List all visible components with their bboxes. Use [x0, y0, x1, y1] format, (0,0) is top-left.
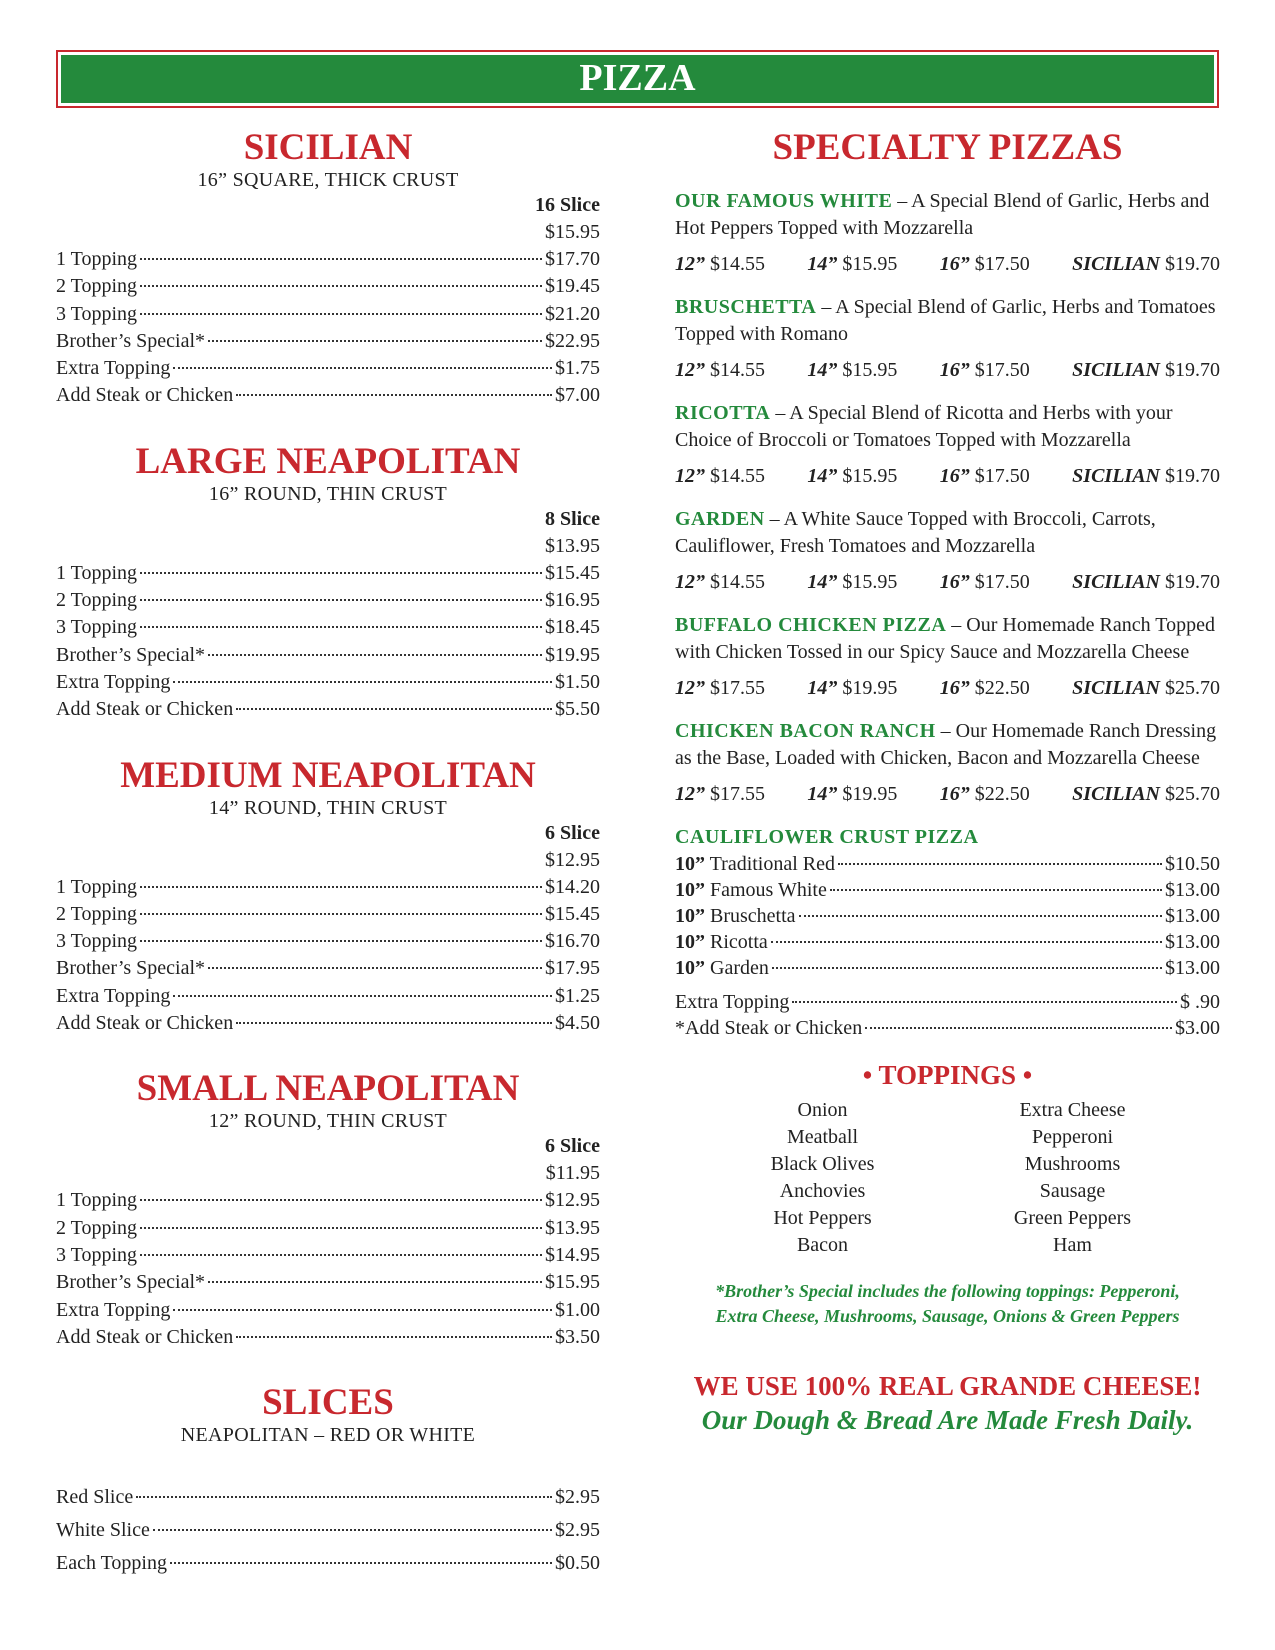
brothers-special-note — [675, 1279, 1220, 1329]
row-label: White Slice — [56, 1519, 150, 1542]
row-label: *Add Steak or Chicken — [675, 1017, 863, 1039]
row-label — [675, 851, 835, 877]
pizza-banner — [56, 50, 1219, 108]
row-label: Red Slice — [56, 1486, 134, 1509]
specialty-title: SPECIALTY PIZZAS — [772, 127, 1123, 168]
right-column — [675, 128, 1220, 1437]
small-neapolitan-section — [56, 1069, 600, 1351]
price: $19.95 — [842, 783, 898, 805]
size-price — [675, 569, 765, 595]
price: $15.95 — [842, 253, 898, 275]
row-label: Brother’s Special* — [56, 957, 206, 980]
base-price: $11.95 — [545, 1162, 600, 1185]
specialty-description — [675, 188, 1220, 242]
section-subtitle: NEAPOLITAN – RED OR WHITE — [180, 1424, 476, 1447]
specialty-name: OUR FAMOUS WHITE — [675, 190, 893, 212]
base-price: $13.95 — [545, 534, 600, 557]
price-row — [56, 614, 600, 641]
row-label: 3 Topping — [56, 1243, 138, 1266]
price-row — [56, 928, 600, 955]
section-subtitle: 12” ROUND, THIN CRUST — [208, 1110, 448, 1133]
topping-item: Black Olives — [770, 1153, 875, 1175]
price-row — [56, 301, 600, 328]
toppings-title: • TOPPINGS • — [862, 1060, 1033, 1090]
price: $22.50 — [974, 783, 1030, 805]
section-title: MEDIUM NEAPOLITAN — [120, 754, 536, 796]
topping-item: Green Peppers — [1013, 1207, 1132, 1229]
row-label: Add Steak or Chicken — [56, 1012, 234, 1035]
row-price: $14.95 — [545, 1243, 600, 1266]
size-price — [675, 357, 765, 383]
size-label: 16” — [939, 253, 970, 275]
size-label: 14” — [807, 359, 838, 381]
section-subtitle: 14” ROUND, THIN CRUST — [208, 796, 448, 819]
topping-item: Bacon — [796, 1234, 849, 1256]
row-price: $7.00 — [555, 384, 600, 407]
row-price: $22.95 — [545, 329, 600, 352]
item-name: Traditional Red — [705, 853, 836, 875]
row-price: $18.45 — [545, 616, 600, 639]
row-price: $13.00 — [1165, 931, 1220, 953]
price-row — [56, 1297, 600, 1324]
specialty-list — [675, 188, 1220, 807]
specialty-text: – A Special Blend of Garlic, Herbs and Tomatoes Topped with Romano — [675, 296, 1216, 345]
row-label: Extra Topping — [56, 984, 171, 1007]
section-subtitle: 16” ROUND, THIN CRUST — [208, 482, 448, 505]
price-row — [56, 1010, 600, 1037]
section-subtitle: 16” SQUARE, THICK CRUST — [197, 169, 459, 191]
price: $25.70 — [1164, 677, 1220, 699]
specialty-prices — [675, 463, 1220, 489]
section-title: SLICES — [262, 1382, 394, 1424]
row-price: $12.95 — [545, 1189, 600, 1212]
row-label: Extra Topping — [56, 357, 171, 380]
cauliflower-section — [675, 824, 1220, 1041]
size-price — [675, 251, 765, 277]
size-price — [1072, 569, 1220, 595]
section-title: SICILIAN — [243, 127, 413, 168]
row-label — [675, 955, 769, 981]
price-row — [56, 355, 600, 382]
price: $17.50 — [974, 359, 1030, 381]
row-price: $13.95 — [545, 1216, 600, 1239]
slice-count: 6 Slice — [545, 821, 600, 844]
price-row — [56, 1187, 600, 1214]
sicilian-section — [56, 128, 600, 410]
row-price: $3.00 — [1175, 1017, 1220, 1039]
specialty-description — [675, 400, 1220, 454]
base-price: $12.95 — [545, 848, 600, 871]
row-price: $ .90 — [1180, 991, 1220, 1013]
size-label: SICILIAN — [1072, 465, 1160, 487]
row-price: $17.95 — [545, 957, 600, 980]
topping-item: Onion — [797, 1099, 848, 1121]
specialty-name: BUFFALO CHICKEN PIZZA — [675, 614, 947, 636]
topping-item: Hot Peppers — [773, 1207, 872, 1229]
row-price: $1.00 — [555, 1298, 600, 1321]
row-price: $1.75 — [555, 357, 600, 380]
size-label: 12” — [675, 677, 705, 699]
specialty-prices — [675, 675, 1220, 701]
price-row — [675, 877, 1220, 903]
price-row — [56, 642, 600, 669]
specialty-item — [675, 718, 1220, 807]
row-label: 1 Topping — [56, 561, 138, 584]
price: $15.95 — [842, 359, 898, 381]
price: $17.50 — [974, 253, 1030, 275]
size-label: SICILIAN — [1072, 359, 1160, 381]
size-label: 10” — [675, 931, 705, 953]
topping-item: Anchovies — [779, 1180, 866, 1202]
size-price — [940, 675, 1030, 701]
price: $15.95 — [842, 571, 898, 593]
row-label: Add Steak or Chicken — [56, 1325, 234, 1348]
specialty-name: BRUSCHETTA — [675, 296, 817, 318]
price-row — [675, 903, 1220, 929]
topping-item: Mushrooms — [1024, 1153, 1121, 1175]
row-label: 1 Topping — [56, 875, 138, 898]
row-label: 2 Topping — [56, 589, 138, 612]
price-row — [56, 1324, 600, 1351]
price: $22.50 — [974, 677, 1030, 699]
specialty-text: – Our Homemade Ranch Topped with Chicken Tossed in our Spicy Sauce and Mozzarella Cheese — [675, 614, 1215, 663]
price: $17.55 — [710, 677, 765, 699]
size-price — [940, 463, 1030, 489]
item-name: Ricotta — [705, 931, 768, 953]
size-label: SICILIAN — [1072, 571, 1160, 593]
row-price: $17.70 — [545, 248, 600, 270]
size-price — [807, 251, 897, 277]
price: $19.70 — [1164, 253, 1220, 275]
row-price: $21.20 — [545, 302, 600, 325]
slice-count: 6 Slice — [545, 1135, 600, 1158]
price: $19.70 — [1164, 465, 1220, 487]
size-price — [675, 781, 765, 807]
row-price: $2.95 — [555, 1486, 600, 1509]
row-price: $1.25 — [555, 984, 600, 1007]
size-label: 16” — [939, 359, 970, 381]
price: $19.95 — [842, 677, 898, 699]
topping-item: Extra Cheese — [1019, 1099, 1126, 1121]
price-row — [56, 696, 600, 723]
size-label: 12” — [675, 253, 705, 275]
price-row — [56, 1269, 600, 1296]
size-label: 10” — [675, 853, 705, 875]
price: $17.55 — [710, 783, 765, 805]
row-label: 1 Topping — [56, 248, 138, 270]
size-price — [1072, 463, 1220, 489]
size-price — [807, 781, 897, 807]
size-price — [1072, 675, 1220, 701]
size-label: 12” — [675, 783, 705, 805]
size-label: SICILIAN — [1072, 253, 1160, 275]
size-price — [940, 357, 1030, 383]
size-price — [807, 463, 897, 489]
row-label — [675, 903, 796, 929]
topping-item: Ham — [1053, 1234, 1092, 1256]
price: $17.50 — [974, 571, 1030, 593]
size-price — [940, 251, 1030, 277]
specialty-item — [675, 506, 1220, 595]
size-label: 12” — [675, 465, 705, 487]
row-label: 2 Topping — [56, 275, 138, 298]
specialty-item — [675, 400, 1220, 489]
price: $15.95 — [842, 465, 898, 487]
size-label: 16” — [939, 465, 970, 487]
item-name: Garden — [705, 957, 769, 979]
size-label: 10” — [675, 957, 705, 979]
cauliflower-title: CAULIFLOWER CRUST PIZZA — [675, 826, 979, 848]
price: $17.50 — [974, 465, 1030, 487]
specialty-item — [675, 612, 1220, 701]
row-price: $2.95 — [555, 1519, 600, 1542]
size-price — [940, 569, 1030, 595]
specialty-text: – A White Sauce Topped with Broccoli, Carrots, Cauliflower, Fresh Tomatoes and Mozzarella — [675, 508, 1156, 557]
price-row — [56, 1481, 600, 1514]
size-label: 14” — [807, 571, 838, 593]
price-row — [56, 901, 600, 928]
row-price: $16.70 — [545, 930, 600, 953]
size-price — [1072, 251, 1220, 277]
specialty-name: RICOTTA — [675, 402, 771, 424]
specialty-description — [675, 294, 1220, 348]
row-label: 3 Topping — [56, 930, 138, 953]
specialty-item — [675, 294, 1220, 383]
price-row — [56, 1215, 600, 1242]
price-row — [675, 989, 1220, 1015]
topping-item: Pepperoni — [1031, 1126, 1114, 1148]
specialty-text: – A Special Blend of Garlic, Herbs and Hot Peppers Topped with Mozzarella — [675, 190, 1210, 239]
size-price — [807, 357, 897, 383]
price: $14.55 — [710, 253, 765, 275]
row-price: $14.20 — [545, 875, 600, 898]
row-price: $0.50 — [555, 1552, 600, 1575]
size-price — [675, 463, 765, 489]
row-label — [675, 877, 827, 903]
slices-section — [56, 1383, 600, 1580]
row-label: 1 Topping — [56, 1189, 138, 1212]
row-price: $15.45 — [545, 902, 600, 925]
size-label: 16” — [939, 677, 970, 699]
row-price: $10.50 — [1165, 853, 1220, 875]
price: $19.70 — [1164, 359, 1220, 381]
specialty-name: GARDEN — [675, 508, 765, 530]
row-price: $4.50 — [555, 1012, 600, 1035]
note-line: Extra Cheese, Mushrooms, Sausage, Onions & Green Peppers — [715, 1306, 1180, 1326]
size-price — [807, 569, 897, 595]
size-label: 14” — [807, 677, 838, 699]
row-label: 2 Topping — [56, 1216, 138, 1239]
size-label: 12” — [675, 359, 705, 381]
price-row — [56, 246, 600, 273]
size-price — [675, 675, 765, 701]
price-row — [675, 1015, 1220, 1041]
toppings-right-column — [983, 1097, 1163, 1259]
price-row — [56, 273, 600, 300]
left-column — [56, 128, 600, 1580]
size-label: 16” — [939, 783, 970, 805]
price: $14.55 — [710, 465, 765, 487]
row-price: $15.95 — [545, 1271, 600, 1294]
size-label: 14” — [807, 783, 838, 805]
price: $14.55 — [710, 359, 765, 381]
row-label: Extra Topping — [56, 1298, 171, 1321]
row-price: $3.50 — [555, 1325, 600, 1348]
price-row — [56, 1242, 600, 1269]
price: $19.70 — [1164, 571, 1220, 593]
specialty-description — [675, 506, 1220, 560]
row-price: $15.45 — [545, 561, 600, 584]
row-label: 3 Topping — [56, 616, 138, 639]
price-row — [56, 560, 600, 587]
row-label: Each Topping — [56, 1552, 167, 1575]
item-name: Bruschetta — [705, 905, 796, 927]
row-price: $5.50 — [555, 698, 600, 721]
row-price: $19.95 — [545, 643, 600, 666]
dough-tagline: Our Dough & Bread Are Made Fresh Daily. — [701, 1405, 1194, 1435]
price-row — [56, 382, 600, 409]
large-neapolitan-section — [56, 442, 600, 724]
section-title: SMALL NEAPOLITAN — [136, 1068, 520, 1110]
base-price: $15.95 — [545, 221, 600, 243]
row-label: Extra Topping — [56, 670, 171, 693]
price-row — [56, 874, 600, 901]
specialty-text: – Our Homemade Ranch Dressing as the Base, Loaded with Chicken, Bacon and Mozzarella Cheese — [675, 720, 1217, 769]
size-label: 14” — [807, 253, 838, 275]
specialty-text: – A Special Blend of Ricotta and Herbs with your Choice of Broccoli or Tomatoes Topped with Mozzarella — [675, 402, 1173, 451]
cauliflower-items — [675, 851, 1220, 981]
row-label: Add Steak or Chicken — [56, 698, 234, 721]
specialty-name: CHICKEN BACON RANCH — [675, 720, 936, 742]
row-price: $1.50 — [555, 670, 600, 693]
price: $25.70 — [1164, 783, 1220, 805]
price-row — [56, 1514, 600, 1547]
specialty-description — [675, 718, 1220, 772]
toppings-left-column — [733, 1097, 913, 1259]
row-label: Brother’s Special* — [56, 643, 206, 666]
row-price: $13.00 — [1165, 879, 1220, 901]
price-row — [675, 955, 1220, 981]
slice-count: 16 Slice — [535, 194, 600, 216]
price-row — [56, 669, 600, 696]
size-label: 16” — [939, 571, 970, 593]
specialty-prices — [675, 781, 1220, 807]
row-price: $13.00 — [1165, 905, 1220, 927]
size-label: 12” — [675, 571, 705, 593]
price-row — [56, 587, 600, 614]
price-row — [56, 955, 600, 982]
specialty-prices — [675, 357, 1220, 383]
price-row — [56, 328, 600, 355]
row-label — [675, 929, 768, 955]
size-label: 10” — [675, 879, 705, 901]
size-price — [807, 675, 897, 701]
specialty-description — [675, 612, 1220, 666]
row-label: 2 Topping — [56, 902, 138, 925]
row-label: 3 Topping — [56, 302, 138, 325]
slice-count: 8 Slice — [545, 507, 600, 530]
size-price — [1072, 781, 1220, 807]
row-label: Brother’s Special* — [56, 1271, 206, 1294]
row-label: Add Steak or Chicken — [56, 384, 234, 407]
topping-item: Meatball — [786, 1126, 859, 1148]
size-label: SICILIAN — [1072, 783, 1160, 805]
row-label: Extra Topping — [675, 991, 790, 1013]
size-label: SICILIAN — [1072, 677, 1160, 699]
price-row — [675, 851, 1220, 877]
item-name: Famous White — [705, 879, 827, 901]
specialty-prices — [675, 251, 1220, 277]
size-label: 14” — [807, 465, 838, 487]
section-title: LARGE NEAPOLITAN — [135, 440, 521, 482]
toppings-grid — [675, 1097, 1220, 1259]
note-line: *Brother’s Special includes the following toppings: Pepperoni, — [715, 1281, 1180, 1301]
medium-neapolitan-section — [56, 756, 600, 1038]
topping-item: Sausage — [1039, 1180, 1106, 1202]
row-price: $13.00 — [1165, 957, 1220, 979]
specialty-prices — [675, 569, 1220, 595]
page-title: PIZZA — [61, 55, 1214, 103]
row-price: $19.45 — [545, 275, 600, 298]
row-price: $16.95 — [545, 589, 600, 612]
size-price — [940, 781, 1030, 807]
price-row — [56, 1547, 600, 1580]
cauliflower-extras — [675, 989, 1220, 1041]
price-row — [675, 929, 1220, 955]
cheese-tagline: WE USE 100% REAL GRANDE CHEESE! — [693, 1371, 1202, 1401]
price: $14.55 — [710, 571, 765, 593]
price-row — [56, 983, 600, 1010]
size-label: 10” — [675, 905, 705, 927]
specialty-item — [675, 188, 1220, 277]
size-price — [1072, 357, 1220, 383]
row-label: Brother’s Special* — [56, 329, 206, 352]
